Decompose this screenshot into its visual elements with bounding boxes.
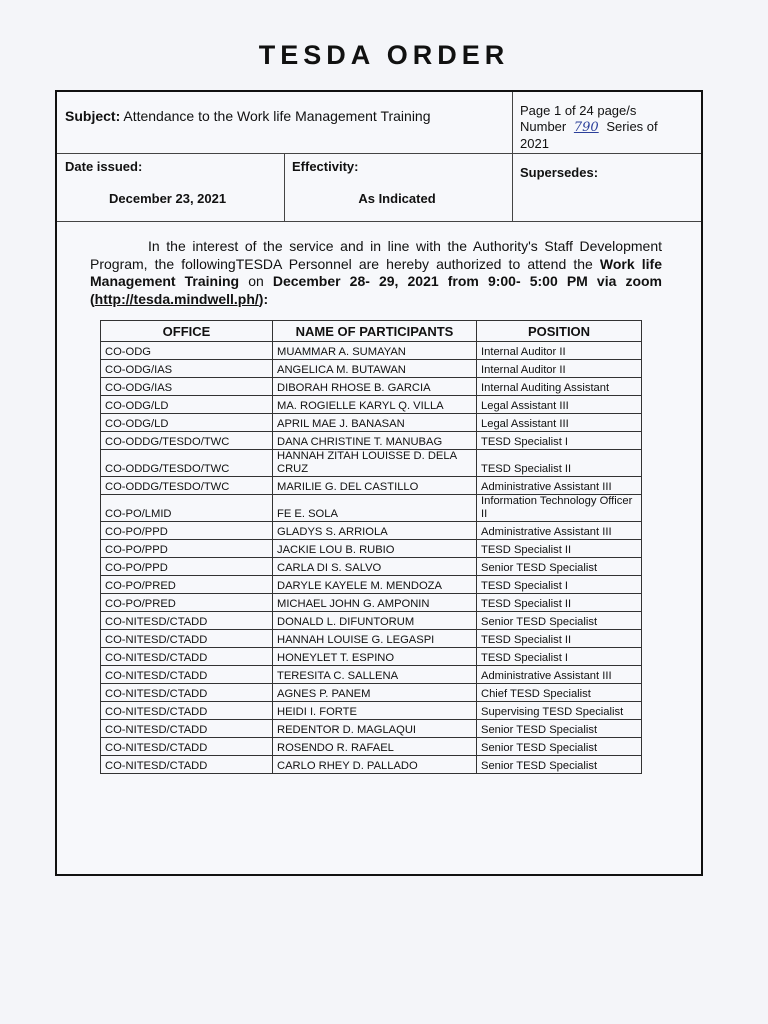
table-row	[101, 756, 642, 774]
page-title: TESDA ORDER	[258, 40, 510, 70]
table-row	[101, 720, 642, 738]
participants-table	[100, 320, 642, 774]
office-cell: CO-NITESD/CTADD	[101, 720, 273, 738]
office-cell: CO-PO/PRED	[101, 576, 273, 594]
participant-name-cell: HEIDI I. FORTE	[273, 702, 477, 720]
table-row	[101, 630, 642, 648]
office-cell: CO-ODG/LD	[101, 396, 273, 414]
date-issued-value: December 23, 2021	[109, 191, 227, 206]
office-cell: CO-NITESD/CTADD	[101, 684, 273, 702]
office-cell: CO-ODG/LD	[101, 414, 273, 432]
position-cell: Senior TESD Specialist	[477, 738, 642, 756]
header-position: POSITION	[477, 321, 642, 342]
table-row	[101, 612, 642, 630]
office-cell: CO-PO/PPD	[101, 540, 273, 558]
position-cell: TESD Specialist II	[477, 630, 642, 648]
table-row	[101, 666, 642, 684]
table-body	[101, 342, 642, 774]
effectivity-cell	[285, 154, 513, 222]
participant-name-cell: FE E. SOLA	[273, 495, 477, 522]
table-row	[101, 432, 642, 450]
table-row	[101, 540, 642, 558]
table-row	[101, 378, 642, 396]
position-cell: Information Technology Officer II	[477, 495, 642, 522]
page-number-cell	[513, 92, 701, 154]
header-office: OFFICE	[101, 321, 273, 342]
office-cell: CO-NITESD/CTADD	[101, 756, 273, 774]
position-cell: Senior TESD Specialist	[477, 612, 642, 630]
series-year: 2021	[520, 136, 549, 151]
participant-name-cell: MA. ROGIELLE KARYL Q. VILLA	[273, 396, 477, 414]
table-row	[101, 450, 642, 477]
body-paragraph	[90, 238, 662, 308]
office-cell: CO-ODDG/TESDO/TWC	[101, 432, 273, 450]
office-cell: CO-NITESD/CTADD	[101, 630, 273, 648]
on-word: on	[248, 273, 264, 289]
table-row	[101, 342, 642, 360]
table-row	[101, 702, 642, 720]
office-cell: CO-PO/LMID	[101, 495, 273, 522]
link-open-paren: (	[90, 290, 95, 307]
office-cell: CO-PO/PPD	[101, 522, 273, 540]
office-cell: CO-PO/PRED	[101, 594, 273, 612]
subject-cell	[57, 92, 513, 154]
participant-name-cell: MUAMMAR A. SUMAYAN	[273, 342, 477, 360]
position-cell: Internal Auditor II	[477, 342, 642, 360]
table-row	[101, 522, 642, 540]
position-cell: Legal Assistant III	[477, 414, 642, 432]
position-cell: Senior TESD Specialist	[477, 756, 642, 774]
position-cell: TESD Specialist I	[477, 648, 642, 666]
effectivity-label: Effectivity:	[292, 159, 359, 174]
table-row	[101, 477, 642, 495]
participant-name-cell: ROSENDO R. RAFAEL	[273, 738, 477, 756]
position-cell: Internal Auditing Assistant	[477, 378, 642, 396]
participant-name-cell: REDENTOR D. MAGLAQUI	[273, 720, 477, 738]
participant-name-cell: DIBORAH RHOSE B. GARCIA	[273, 378, 477, 396]
position-cell: Internal Auditor II	[477, 360, 642, 378]
participant-name-cell: HANNAH ZITAH LOUISSE D. DELA CRUZ	[273, 450, 477, 477]
subject-text: Attendance to the Work life Management Training	[123, 108, 431, 124]
training-name: Work life Management Training	[90, 255, 662, 289]
header-name: NAME OF PARTICIPANTS	[273, 321, 477, 342]
position-cell: Legal Assistant III	[477, 396, 642, 414]
participant-name-cell: DONALD L. DIFUNTORUM	[273, 612, 477, 630]
participant-name-cell: HANNAH LOUISE G. LEGASPI	[273, 630, 477, 648]
position-cell: Supervising TESD Specialist	[477, 702, 642, 720]
table-row	[101, 396, 642, 414]
table-header-row	[101, 321, 642, 342]
office-cell: CO-NITESD/CTADD	[101, 648, 273, 666]
effectivity-value: As Indicated	[358, 191, 436, 206]
order-number-handwritten: 790	[573, 120, 599, 135]
supersedes-label: Supersedes:	[520, 165, 599, 180]
position-cell: TESD Specialist II	[477, 450, 642, 477]
office-cell: CO-NITESD/CTADD	[101, 738, 273, 756]
position-cell: TESD Specialist II	[477, 540, 642, 558]
link-close-paren: ):	[258, 290, 269, 307]
office-cell: CO-ODDG/TESDO/TWC	[101, 450, 273, 477]
participant-name-cell: MICHAEL JOHN G. AMPONIN	[273, 594, 477, 612]
participant-name-cell: MARILIE G. DEL CASTILLO	[273, 477, 477, 495]
office-cell: CO-ODDG/TESDO/TWC	[101, 477, 273, 495]
table-row	[101, 576, 642, 594]
table-row	[101, 495, 642, 522]
office-cell: CO-PO/PPD	[101, 558, 273, 576]
supersedes-cell	[513, 154, 701, 222]
zoom-link[interactable]: http://tesda.mindwell.ph/	[94, 290, 259, 307]
office-cell: CO-NITESD/CTADD	[101, 666, 273, 684]
table-row	[101, 738, 642, 756]
table-row	[101, 558, 642, 576]
office-cell: CO-ODG/IAS	[101, 378, 273, 396]
date-issued-label: Date issued:	[65, 159, 143, 174]
participant-name-cell: CARLO RHEY D. PALLADO	[273, 756, 477, 774]
participant-name-cell: DANA CHRISTINE T. MANUBAG	[273, 432, 477, 450]
position-cell: Senior TESD Specialist	[477, 558, 642, 576]
participant-name-cell: HONEYLET T. ESPINO	[273, 648, 477, 666]
position-cell: Administrative Assistant III	[477, 666, 642, 684]
participant-name-cell: TERESITA C. SALLENA	[273, 666, 477, 684]
table-row	[101, 414, 642, 432]
participant-name-cell: AGNES P. PANEM	[273, 684, 477, 702]
table-row	[101, 648, 642, 666]
participant-name-cell: JACKIE LOU B. RUBIO	[273, 540, 477, 558]
order-number-line	[520, 119, 701, 136]
page-info: Page 1 of 24 page/s	[520, 103, 637, 118]
position-cell: TESD Specialist II	[477, 594, 642, 612]
office-cell: CO-ODG/IAS	[101, 360, 273, 378]
table-row	[101, 360, 642, 378]
date-issued-cell	[57, 154, 285, 222]
position-cell: TESD Specialist I	[477, 576, 642, 594]
participant-name-cell: DARYLE KAYELE M. MENDOZA	[273, 576, 477, 594]
position-cell: TESD Specialist I	[477, 432, 642, 450]
participant-name-cell: ANGELICA M. BUTAWAN	[273, 360, 477, 378]
table-row	[101, 594, 642, 612]
office-cell: CO-NITESD/CTADD	[101, 702, 273, 720]
position-cell: Administrative Assistant III	[477, 522, 642, 540]
position-cell: Senior TESD Specialist	[477, 720, 642, 738]
training-dates: December 28- 29, 2021 from 9:00- 5:00 PM via zoom	[272, 273, 662, 289]
participant-name-cell: GLADYS S. ARRIOLA	[273, 522, 477, 540]
table-row	[101, 684, 642, 702]
intro-text: In the interest of the service and in line with the Authority's Staff Development Program, the followingTESDA Personnel are hereby authorized to attend the	[90, 238, 662, 272]
participant-name-cell: CARLA DI S. SALVO	[273, 558, 477, 576]
series-label: Series of	[606, 119, 658, 134]
position-cell: Administrative Assistant III	[477, 477, 642, 495]
participant-name-cell: APRIL MAE J. BANASAN	[273, 414, 477, 432]
office-cell: CO-NITESD/CTADD	[101, 612, 273, 630]
office-cell: CO-ODG	[101, 342, 273, 360]
number-label: Number	[520, 119, 567, 134]
subject-label: Subject:	[65, 108, 121, 124]
position-cell: Chief TESD Specialist	[477, 684, 642, 702]
